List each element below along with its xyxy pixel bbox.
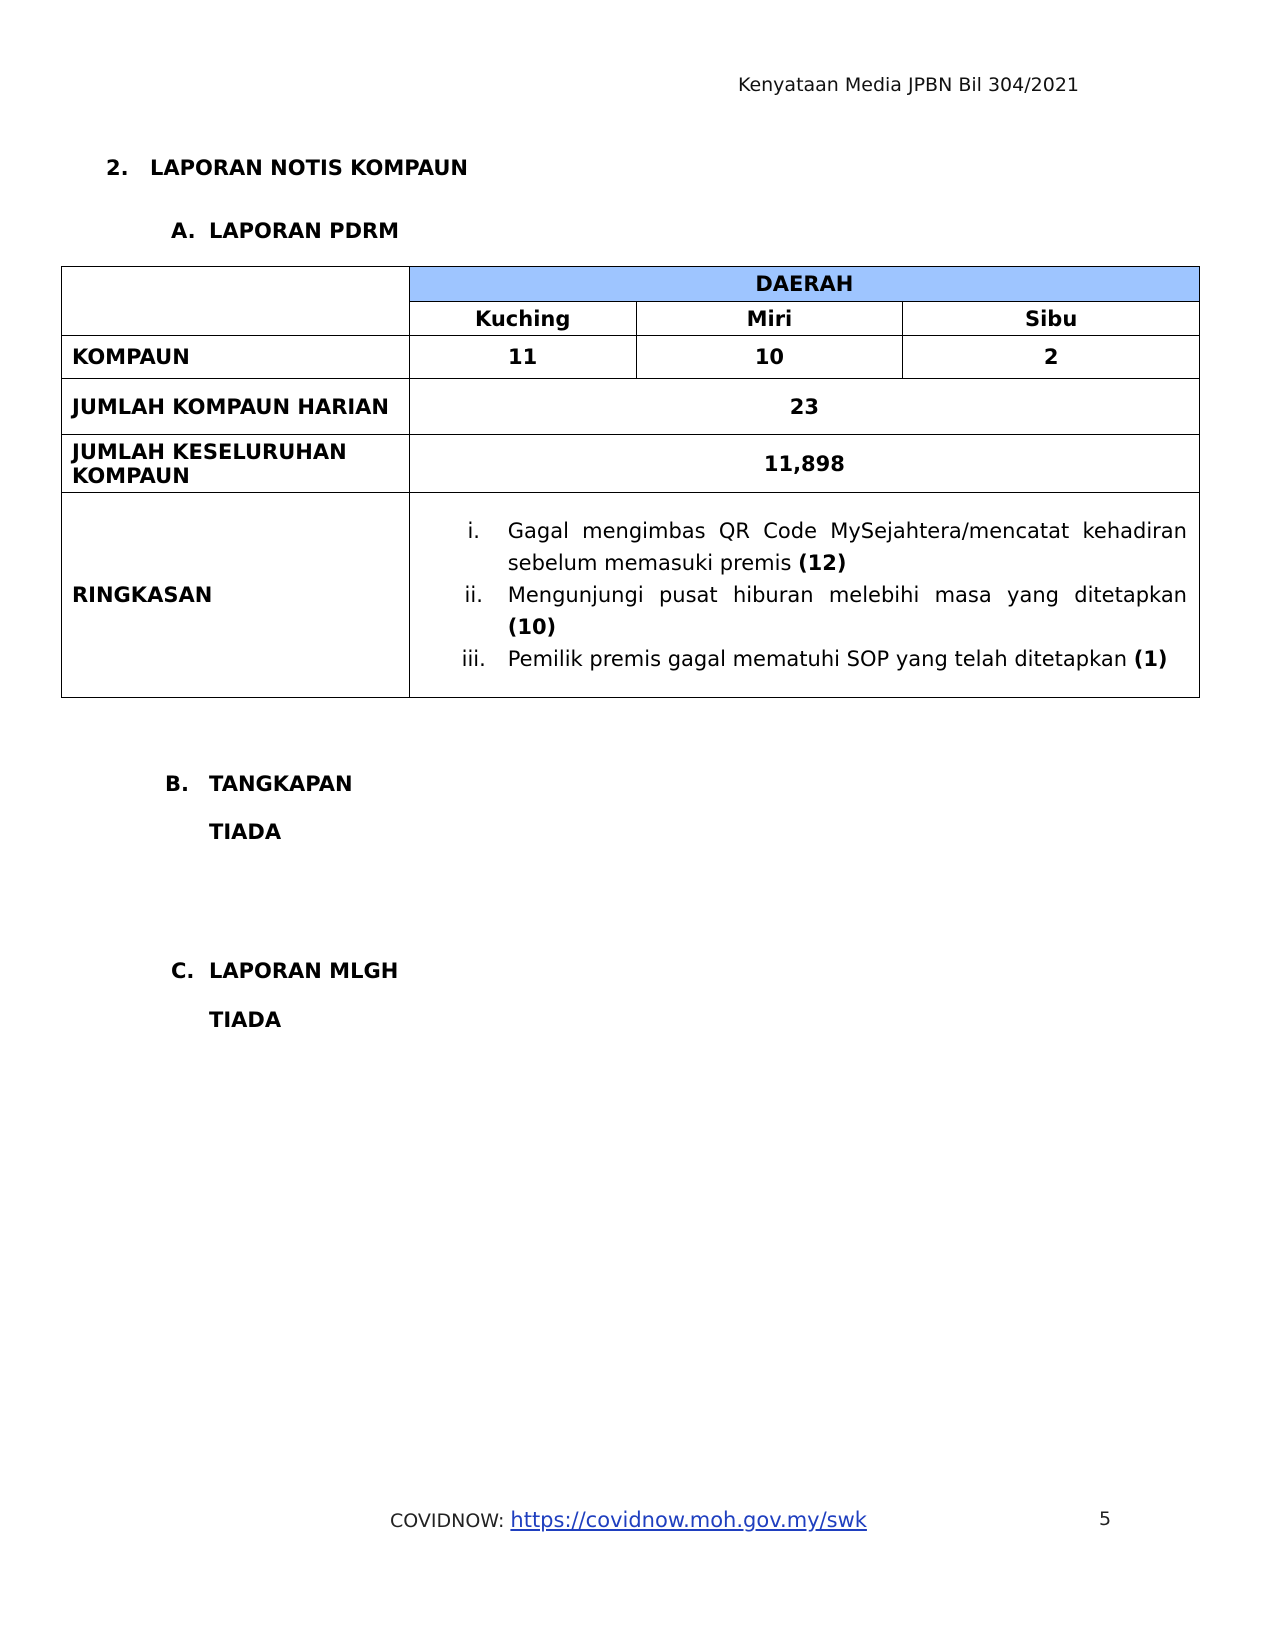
- summary-list: [440, 515, 1187, 675]
- subsection-c-heading: [171, 959, 398, 983]
- summary-text: Mengunjungi pusat hiburan melebihi masa yang ditetapkan: [507, 583, 1187, 607]
- district-header-sibu: Sibu: [903, 302, 1200, 336]
- section-number: 2.: [106, 156, 129, 180]
- table-corner-cell: [62, 267, 410, 336]
- overall-total-label-line1: JUMLAH KESELURUHAN: [72, 439, 347, 464]
- subsection-b-content: TIADA: [209, 820, 282, 844]
- summary-count: (1): [1133, 647, 1168, 671]
- kompaun-miri: 10: [636, 336, 903, 379]
- overall-total-label-line2: KOMPAUN: [72, 463, 190, 488]
- summary-text: Gagal mengimbas QR Code MySejahtera/mencatat kehadiran sebelum memasuki premis: [507, 519, 1187, 575]
- subsection-b-letter: B.: [165, 772, 189, 796]
- section-heading: [106, 156, 468, 180]
- subsection-a-letter: A.: [171, 219, 196, 243]
- list-item: [440, 579, 1187, 643]
- overall-total-label: [62, 435, 410, 493]
- section-title: LAPORAN NOTIS KOMPAUN: [150, 156, 468, 180]
- subsection-c-content: TIADA: [209, 1008, 282, 1032]
- list-text: [508, 643, 1187, 675]
- document-reference: Kenyataan Media JPBN Bil 304/2021: [737, 74, 1079, 96]
- summary-cell: [409, 493, 1199, 698]
- subsection-b-title: TANGKAPAN: [209, 772, 353, 796]
- footer-label: COVIDNOW:: [390, 1510, 511, 1532]
- subsection-a-heading: [171, 219, 399, 243]
- summary-label: RINGKASAN: [62, 493, 410, 698]
- kompaun-label: KOMPAUN: [62, 336, 410, 379]
- subsection-c-title: LAPORAN MLGH: [209, 959, 399, 983]
- list-item: [440, 515, 1187, 579]
- compound-report-table: [61, 266, 1200, 698]
- summary-text: Pemilik premis gagal mematuhi SOP yang telah ditetapkan: [507, 647, 1134, 671]
- subsection-a-title: LAPORAN PDRM: [209, 219, 400, 243]
- page-number: 5: [1099, 1508, 1112, 1530]
- district-header-miri: Miri: [636, 302, 903, 336]
- daily-total-label: JUMLAH KOMPAUN HARIAN: [62, 379, 410, 435]
- district-header-kuching: Kuching: [409, 302, 636, 336]
- kompaun-kuching: 11: [409, 336, 636, 379]
- district-group-header: DAERAH: [409, 267, 1199, 302]
- summary-count: (12): [798, 551, 847, 575]
- subsection-b-heading: [165, 772, 353, 796]
- list-text: [508, 579, 1187, 643]
- covidnow-link[interactable]: https://covidnow.moh.gov.my/swk: [510, 1508, 867, 1532]
- overall-total-value: 11,898: [409, 435, 1199, 493]
- footer: [390, 1508, 867, 1532]
- list-numeral: i.: [467, 519, 480, 543]
- summary-count: (10): [507, 615, 557, 639]
- subsection-c-letter: C.: [171, 959, 195, 983]
- list-numeral: ii.: [464, 583, 483, 607]
- list-item: [440, 643, 1187, 675]
- daily-total-value: 23: [409, 379, 1199, 435]
- list-text: [508, 515, 1187, 579]
- kompaun-sibu: 2: [903, 336, 1200, 379]
- list-numeral: iii.: [461, 647, 486, 671]
